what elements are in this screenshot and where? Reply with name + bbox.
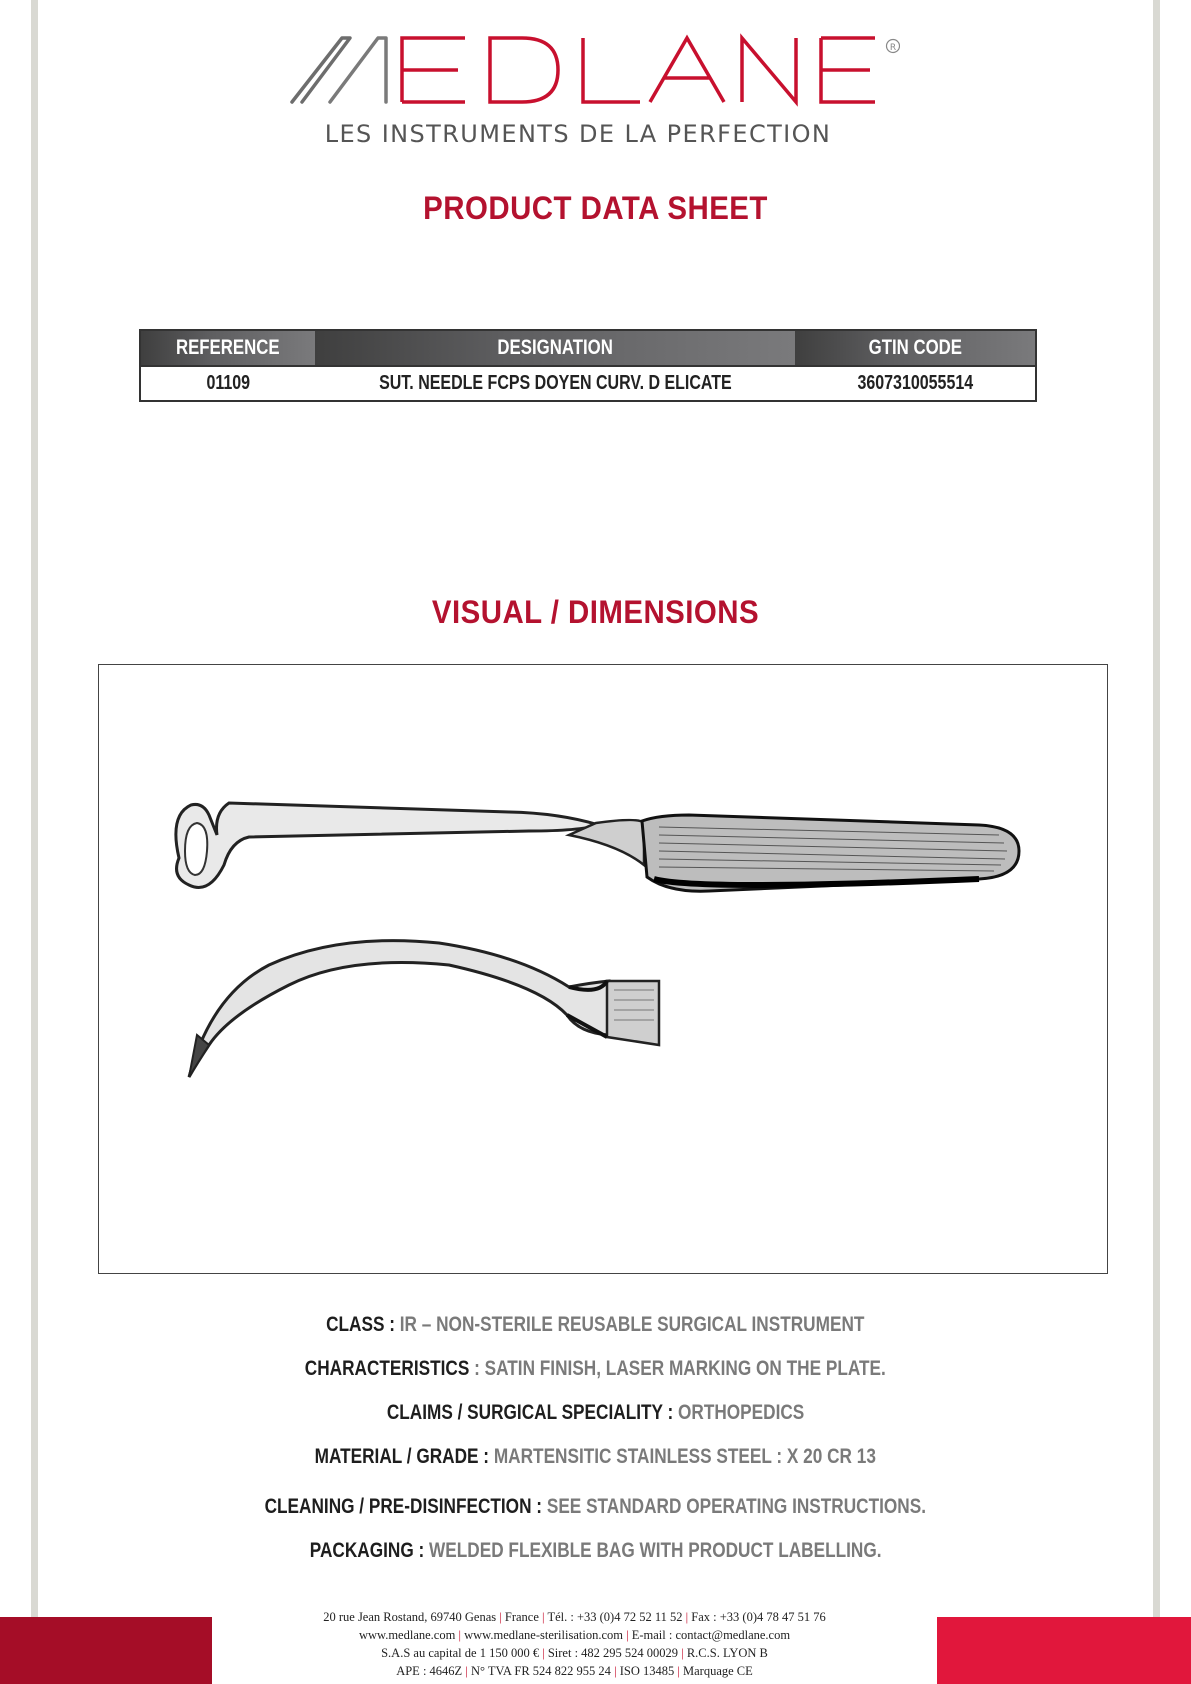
spec-specialty-value: ORTHOPEDICS	[677, 1401, 805, 1424]
spec-material-key: MATERIAL / GRADE :	[314, 1445, 495, 1468]
registered-mark: R	[889, 43, 897, 53]
medlane-logo	[290, 30, 900, 155]
product-data-sheet-title: PRODUCT DATA SHEET	[423, 190, 768, 226]
footer-line-1: 20 rue Jean Rostand, 69740 Genas | France | Tél. : +33 (0)4 72 52 11 52 | Fax : +33 (0)4 78 47 51 76	[323, 1610, 826, 1624]
instrument-illustration	[99, 665, 1109, 1275]
footer-sterilisation-link[interactable]: www.medlane-sterilisation.com	[464, 1628, 623, 1642]
spec-specialty	[0, 1401, 1191, 1425]
footer-website-link[interactable]: www.medlane.com	[358, 1628, 456, 1642]
spec-class-value: IR – NON-STERILE REUSABLE SURGICAL INSTRUMENT	[400, 1313, 865, 1336]
footer-ape: APE : 4646Z	[396, 1664, 463, 1678]
spec-cleaning-value: SEE STANDARD OPERATING INSTRUCTIONS.	[547, 1495, 927, 1518]
spec-packaging-key: PACKAGING :	[309, 1539, 429, 1562]
needle-tip-detail	[189, 941, 659, 1077]
footer-tel: Tél. : +33 (0)4 72 52 11 52	[547, 1610, 683, 1624]
footer-line-2: www.medlane.com | www.medlane-sterilisation.com | E-mail : contact@medlane.com	[358, 1628, 791, 1642]
footer-tva: N° TVA FR 524 822 955 24	[470, 1664, 611, 1678]
footer-line-3: S.A.S au capital de 1 150 000 € | Siret : 482 295 524 00029 | R.C.S. LYON B	[381, 1646, 768, 1660]
header-gtin: GTIN CODE	[795, 330, 1036, 366]
header-designation: DESIGNATION	[315, 330, 795, 366]
visual-frame	[98, 664, 1108, 1274]
header-reference: REFERENCE	[140, 330, 315, 366]
footer-address: 20 rue Jean Rostand, 69740 Genas	[323, 1610, 497, 1624]
table-row	[140, 366, 1036, 401]
footer-capital: S.A.S au capital de 1 150 000 €	[381, 1646, 540, 1660]
table-header-row	[140, 330, 1036, 366]
spec-characteristics-value: : SATIN FINISH, LASER MARKING ON THE PLATE.	[469, 1357, 887, 1380]
footer-company-info	[212, 1608, 937, 1680]
cell-reference: 01109	[140, 366, 315, 401]
spec-material	[0, 1445, 1191, 1469]
spec-specialty-key: CLAIMS / SURGICAL SPECIALITY :	[386, 1401, 678, 1424]
spec-material-value: MARTENSITIC STAINLESS STEEL : X 20 CR 13	[494, 1445, 877, 1468]
cell-gtin: 3607310055514	[795, 366, 1036, 401]
footer-country: France	[504, 1610, 539, 1624]
spec-cleaning-key: CLEANING / PRE-DISINFECTION :	[264, 1495, 548, 1518]
spec-packaging	[0, 1539, 1191, 1563]
needle-full-view	[176, 803, 1019, 891]
cell-designation: SUT. NEEDLE FCPS DOYEN CURV. D ELICATE	[315, 366, 795, 401]
logo-tagline: LES INSTRUMENTS DE LA PERFECTION	[324, 120, 832, 148]
spec-class	[0, 1313, 1191, 1337]
visual-dimensions-title: VISUAL / DIMENSIONS	[431, 594, 760, 630]
footer-line-4: APE : 4646Z | N° TVA FR 524 822 955 24 | ISO 13485 | Marquage CE	[396, 1664, 753, 1678]
spec-cleaning	[0, 1495, 1191, 1519]
footer-iso: ISO 13485	[619, 1664, 675, 1678]
footer-rcs: R.C.S. LYON B	[686, 1646, 768, 1660]
footer-email[interactable]: E-mail : contact@medlane.com	[631, 1628, 791, 1642]
product-table	[139, 329, 1037, 402]
spec-packaging-value: WELDED FLEXIBLE BAG WITH PRODUCT LABELLING.	[428, 1539, 882, 1562]
spec-class-key: CLASS :	[326, 1313, 401, 1336]
spec-characteristics-key: CHARACTERISTICS	[304, 1357, 470, 1380]
footer-red-block-left	[0, 1617, 212, 1684]
spec-characteristics	[0, 1357, 1191, 1381]
footer-siret: Siret : 482 295 524 00029	[547, 1646, 679, 1660]
footer-ce: Marquage CE	[683, 1664, 753, 1678]
footer-fax: Fax : +33 (0)4 78 47 51 76	[691, 1610, 826, 1624]
footer-red-block-right	[937, 1617, 1191, 1684]
